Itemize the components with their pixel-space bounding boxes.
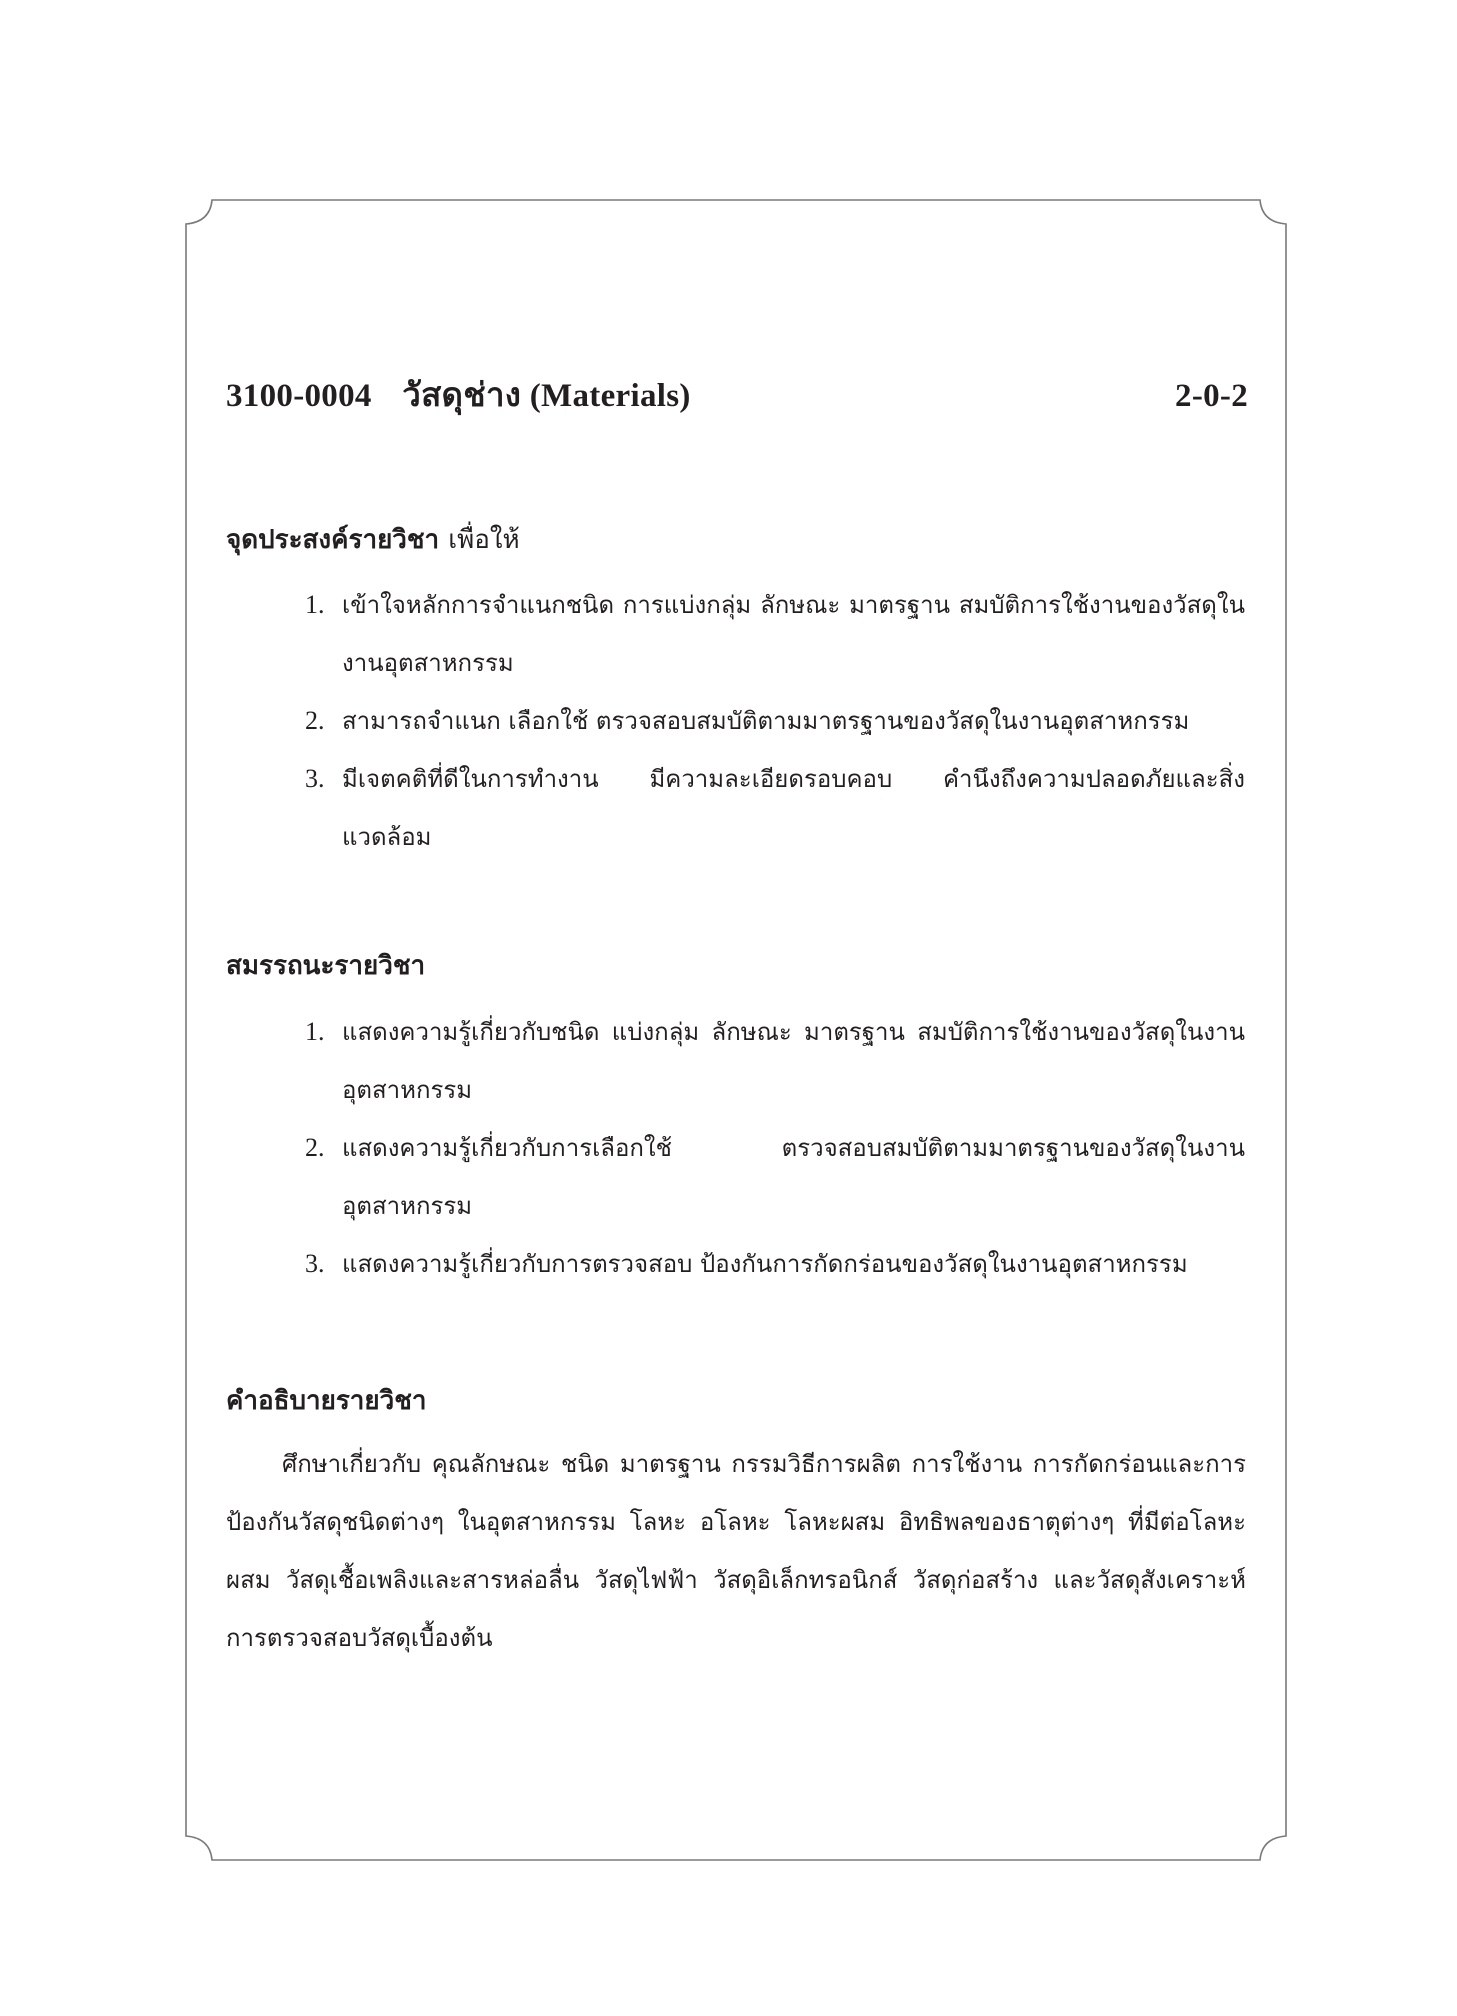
- competencies-heading: [226, 948, 425, 984]
- competency-item: [305, 1119, 1245, 1235]
- course-title: วัสดุช่าง (Materials): [402, 378, 691, 414]
- competencies-heading-text: สมรรถนะรายวิชา: [226, 951, 426, 981]
- objective-item: [305, 692, 1245, 750]
- objective-text: สามารถจำแนก เลือกใช้ ตรวจสอบสมบัติตามมาตรฐานของวัสดุในงานอุตสาหกรรม: [342, 707, 1190, 735]
- competency-text: แสดงความรู้เกี่ยวกับการเลือกใช้ ตรวจสอบสมบัติตามมาตรฐานของวัสดุในงานอุตสาหกรรม: [342, 1134, 1245, 1220]
- objective-item: [305, 576, 1245, 692]
- objective-item: [305, 750, 1245, 866]
- objective-text: เข้าใจหลักการจำแนกชนิด การแบ่งกลุ่ม ลักษณะ มาตรฐาน สมบัติการใช้งานของวัสดุในงานอุตสาหกรรม: [342, 591, 1245, 677]
- course-credits: 2-0-2: [1175, 378, 1248, 414]
- objectives-heading-text: จุดประสงค์รายวิชา: [226, 525, 440, 555]
- objective-number: 2.: [305, 706, 325, 735]
- objectives-intro: เพื่อให้: [448, 525, 520, 555]
- competency-number: 1.: [305, 1017, 325, 1046]
- competency-item: [305, 1235, 1245, 1293]
- description-heading: [226, 1383, 426, 1419]
- description-heading-text: คำอธิบายรายวิชา: [226, 1386, 427, 1416]
- objective-number: 3.: [305, 764, 325, 793]
- competency-number: 2.: [305, 1133, 325, 1162]
- objective-text: มีเจตคติที่ดีในการทำงาน มีความละเอียดรอบคอบ คำนึงถึงความปลอดภัยและสิ่งแวดล้อม: [342, 765, 1245, 851]
- objective-number: 1.: [305, 590, 325, 619]
- description-paragraph: ศึกษาเกี่ยวกับ คุณลักษณะ ชนิด มาตรฐาน กรรมวิธีการผลิต การใช้งาน การกัดกร่อนและการป้องกันวัสดุชนิดต่างๆ ในอุตสาหกรรม โลหะ อโลหะ โลหะผสม อิทธิพลของธาตุต่างๆ ที่มีต่อโลหะผสม วัสดุเชื้อเพลิงและสารหล่อลื่น วัสดุไฟฟ้า วัสดุอิเล็กทรอนิกส์ วัสดุก่อสร้าง และวัสดุสังเคราะห์ การตรวจสอบวัสดุเบื้องต้น: [226, 1450, 1246, 1652]
- competency-text: แสดงความรู้เกี่ยวกับการตรวจสอบ ป้องกันการกัดกร่อนของวัสดุในงานอุตสาหกรรม: [342, 1250, 1188, 1278]
- competency-item: [305, 1003, 1245, 1119]
- competency-number: 3.: [305, 1249, 325, 1278]
- course-header: [226, 368, 1248, 421]
- competency-text: แสดงความรู้เกี่ยวกับชนิด แบ่งกลุ่ม ลักษณะ มาตรฐาน สมบัติการใช้งานของวัสดุในงานอุตสาหกรรม: [342, 1018, 1245, 1104]
- course-code: 3100-0004: [226, 378, 372, 414]
- objectives-heading: [226, 522, 520, 558]
